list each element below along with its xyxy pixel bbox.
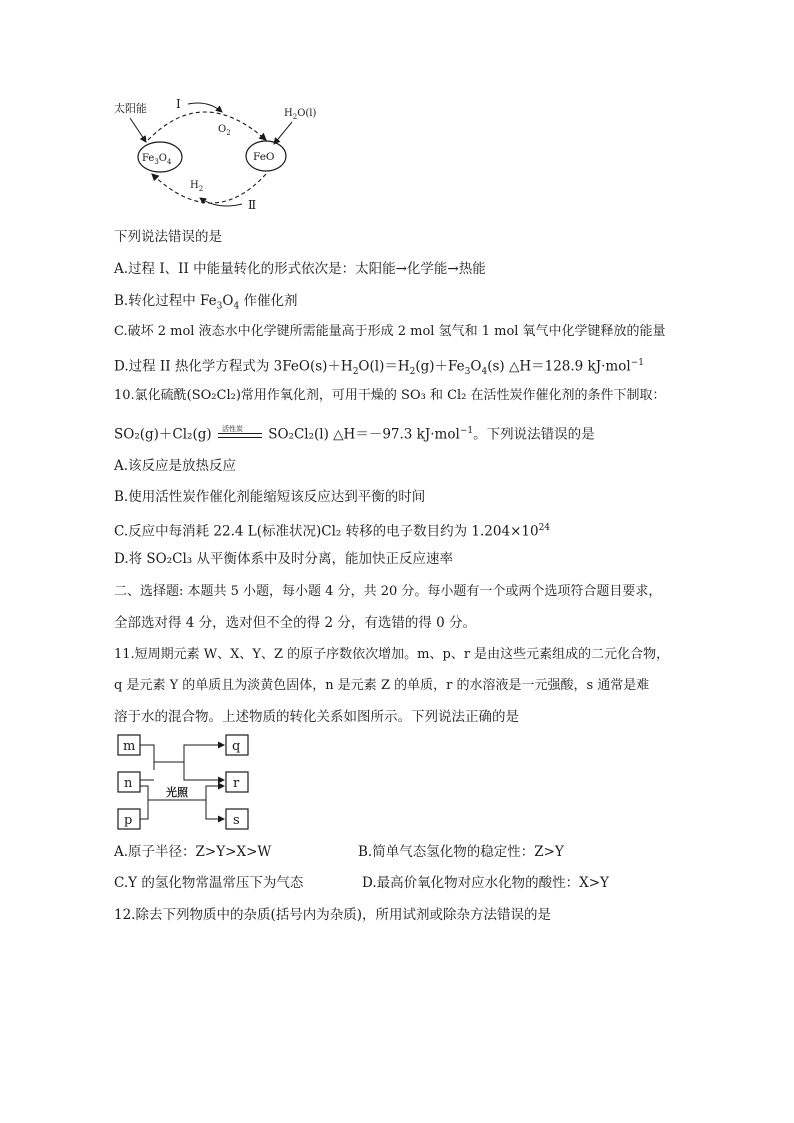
h2o-arrow [274,122,292,144]
q10-option-c: C.反应中每消耗 22.4 L(标准状况)Cl₂ 转移的电子数目约为 $1.204\times 10^{24}$ [114,523,551,540]
solar-arrow [130,118,146,142]
h2o-label: $H_2O(l)$ [284,108,317,121]
q11-line-2: q 是元素 Y 的单质且为淡黄色固体，n 是元素 Z 的单质，r 的水溶液是一元强酸，s 通常是难 [114,678,650,693]
connector-s [206,800,224,819]
fe-oxide-cycle-diagram [108,92,338,217]
catalyst-equilibrium-arrow: 活性炭 [216,426,264,444]
h2-label: $H_2$ [190,180,204,193]
section-2-line-1: 二、选择题: 本题共 5 小题，每小题 4 分，共 20 分。每小题有一个或两个选项符合题目要求， [114,584,662,599]
connector-m [140,745,154,770]
label-n: n [124,776,133,791]
o2-branch-arrow [188,103,222,112]
q11-option-d: D.最高价氧化物对应水化物的酸性：X>Y [362,875,609,891]
q11-option-b: B.简单气态氢化物的稳定性：Z>Y [358,844,564,860]
connector-q [154,745,224,762]
label-p: p [124,813,133,828]
fe3o4-label: $Fe_3O_4$ [142,153,172,166]
q10-equation: SO₂(g)＋Cl₂(g) 活性炭 SO₂Cl₂(l) △H＝－97.3 kJ·mol$^{-1}$。下列说法错误的是 [114,425,595,443]
reaction-flow-diagram [114,732,274,832]
q11-option-c: C.Y 的氢化物常温常压下为气态 [114,875,304,891]
q9-option-c: C.破坏 2 mol 液态水中化学键所需能量高于形成 2 mol 氢气和 1 mol 氧气中化学键释放的能量 [114,324,666,339]
connector-n-lower [140,786,154,800]
h2-branch-arrow [200,198,242,206]
light-condition-label: 光照 [166,786,188,799]
label-r: r [233,776,240,791]
solar-energy-label: 太阳能 [114,102,147,115]
q10-option-d: D.将 SO₂Cl₃ 从平衡体系中及时分离，能加快正反应速率 [114,551,454,567]
q9-stem: 下列说法错误的是 [114,229,222,245]
q10-line-1: 10.氯化硫酰(SO₂Cl₂)常用作氧化剂，可用干燥的 SO₃ 和 Cl₂ 在活性炭作催化剂的条件下制取： [114,388,666,403]
o2-label: $O_2$ [218,124,231,137]
feo-label: FeO [253,151,275,163]
upper-dashed-arrow [148,112,266,140]
q12-line-1: 12.除去下列物质中的杂质(括号内为杂质)，所用试剂或除杂方法错误的是 [114,907,552,923]
q9-option-d: D.过程 II 热化学方程式为 $3FeO(s)+H_2O(l)=H_2(g)+Fe_3O_4(s)$ △H＝128.9 kJ·mol$^{-1}$ [114,358,644,378]
label-m: m [123,739,136,754]
q11-option-a: A.原子半径：Z>Y>X>W [114,844,272,860]
q10-option-b: B.使用活性炭作催化剂能缩短该反应达到平衡的时间 [114,489,426,505]
label-s: s [233,813,240,828]
q11-line-1: 11.短周期元素 W、X、Y、Z 的原子序数依次增加。m、p、r 是由这些元素组成的二元化合物， [114,647,670,662]
q9-option-b: B.转化过程中 $Fe_3O_4$ 作催化剂 [114,293,298,312]
stage-2-label: Ⅱ [248,198,257,212]
q11-line-3: 溶于水的混合物。上述物质的转化关系如图所示。下列说法正确的是 [114,709,519,725]
connector-p [140,800,148,819]
section-2-line-2: 全部选对得 4 分，选对但不全的得 2 分，有选错的得 0 分。 [114,615,477,631]
q9-option-a: A.过程 I、II 中能量转化的形式依次是：太阳能→化学能→热能 [114,261,486,277]
connector-r-lower [206,786,224,800]
stage-1-label: I [176,97,181,111]
q10-option-a: A.该反应是放热反应 [114,458,237,474]
connector-r-upper [184,762,224,780]
label-q: q [232,739,241,754]
